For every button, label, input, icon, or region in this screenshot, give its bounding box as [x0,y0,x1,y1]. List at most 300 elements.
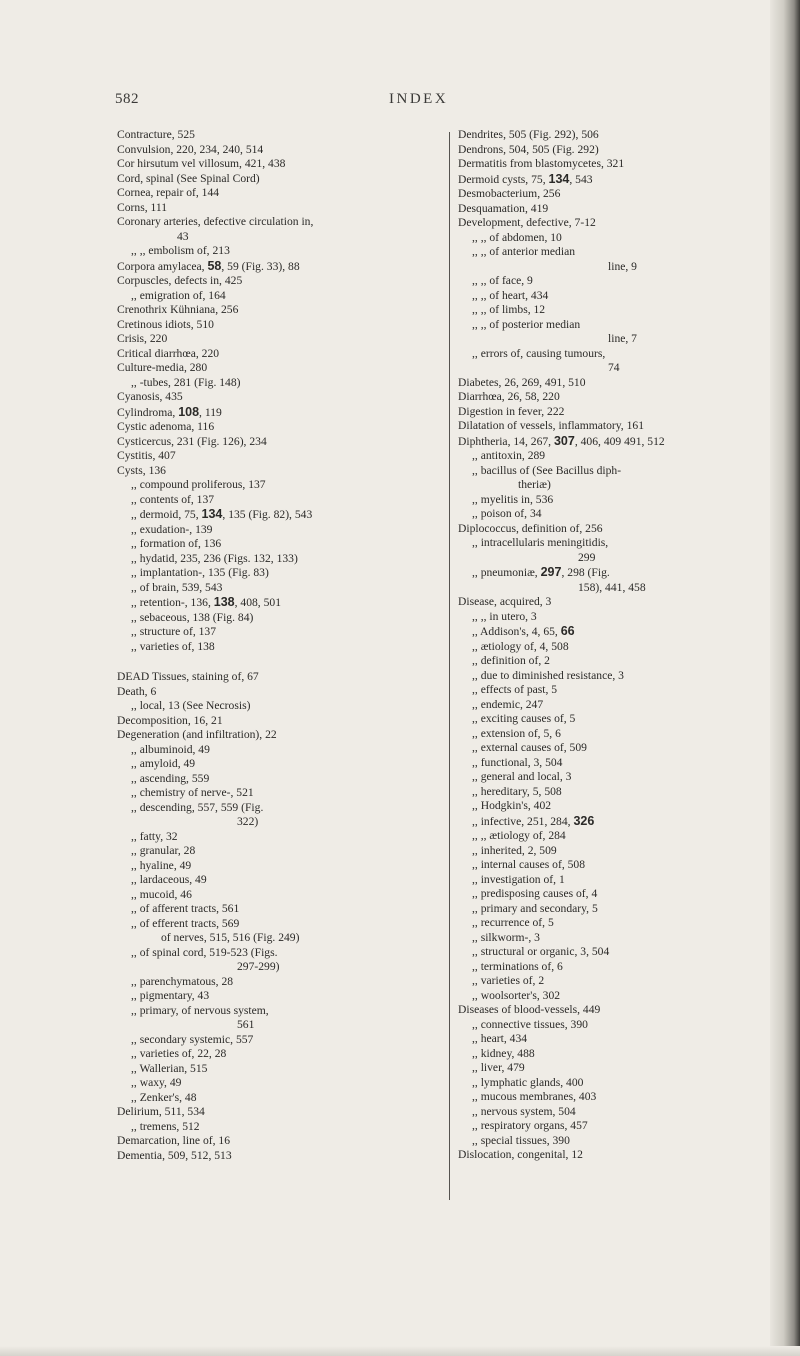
entry-text: Dementia, 509, 512, 513 [117,1148,232,1162]
entry-text: ,, parenchymatous, 28 [131,974,234,988]
index-entry [117,186,462,201]
entry-text: ,, extension of, 5, 6 [472,726,561,740]
entry-text: ,, heart, 434 [472,1032,528,1045]
index-entry [117,1018,462,1033]
index-entry [117,318,462,333]
entry-text: 561 [237,1018,255,1031]
index-entry [458,464,800,479]
entry-text: Demarcation, line of, 16 [117,1134,230,1147]
index-entry [458,595,800,610]
index-entry [458,1148,800,1163]
entry-text: Development, defective, 7-12 [458,216,596,229]
entry-text: 297-299) [237,960,280,973]
index-entry [117,143,462,158]
index-entry [117,420,462,435]
entry-text: ,, structure of, 137 [131,625,217,638]
running-head: INDEX [389,91,449,107]
entry-text: ,, tremens, 512 [131,1119,200,1133]
entry-text: , 408, 501 [234,596,281,609]
entry-text: ,, ,, of face, 9 [472,274,533,287]
index-entry [458,624,800,640]
entry-text: ,, hyaline, 49 [131,858,192,872]
index-entry [117,801,462,816]
entry-text: ,, contents of, 137 [131,492,215,506]
entry-text: ,, errors of, causing tumours, [472,346,606,360]
entry-text: of nerves, 515, 516 (Fig. 249) [161,931,300,944]
entry-text: ,, Wallerian, 515 [131,1061,208,1075]
entry-text: ,, bacillus of (See Bacillus diph- [472,463,622,477]
entry-text: DEAD Tissues, staining of, 67 [117,670,259,683]
index-entry [458,157,800,172]
entry-text: ,, Hodgkin's, 402 [472,799,552,812]
index-entry [458,361,800,376]
index-entry [117,873,462,888]
entry-text: Degeneration (and infiltration), 22 [117,728,277,741]
index-entry [117,537,462,552]
index-entry [117,332,462,347]
entry-text: Delirium, 511, 534 [117,1105,205,1118]
entry-text: ,, effects of past, 5 [472,683,558,696]
entry-text: ,, Zenker's, 48 [131,1090,197,1104]
entry-text: ,, pigmentary, 43 [131,989,210,1002]
index-entry [458,390,800,405]
index-entry [117,625,462,640]
entry-text: ,, ,, of abdomen, 10 [472,230,562,244]
entry-text: Culture-media, 280 [117,361,208,374]
entry-text: ,, antitoxin, 289 [472,449,546,462]
index-entry [117,1091,462,1106]
index-entry [458,187,800,202]
entry-text: ,, recurrence of, 5 [472,916,554,929]
entry-text: ,, intracellularis meningitidis, [472,536,609,549]
index-entry [458,260,800,275]
index-entry [458,1119,800,1134]
entry-text: , 406, 409 491, 512 [574,434,665,448]
index-entry [117,274,462,289]
entry-text: ,, exudation-, 139 [131,522,213,536]
index-column-right [458,128,800,1163]
index-entry [458,887,800,902]
entry-text: 322) [237,815,259,828]
index-entry [458,1032,800,1047]
entry-principal-page: 138 [213,595,235,609]
index-entry [117,815,462,830]
entry-principal-page: 297 [540,565,562,579]
page-bottom-edge [0,1346,800,1356]
index-entry [458,640,800,655]
index-entry [117,172,462,187]
entry-text: Decomposition, 16, 21 [117,713,223,727]
entry-principal-page: 326 [573,813,595,828]
entry-text: Death, 6 [117,684,157,698]
index-entry [117,449,462,464]
entry-text: ,, ,, of posterior median [472,317,581,331]
entry-text: , 119 [199,405,222,419]
index-entry [458,551,800,566]
entry-text: ,, external causes of, 509 [472,741,587,754]
entry-text: ,, due to diminished resistance, 3 [472,668,624,682]
index-entry [117,244,462,259]
page-number: 582 [115,91,139,107]
entry-text: ,, sebaceous, 138 (Fig. 84) [131,610,254,624]
entry-text: , 59 (Fig. 33), 88 [221,259,300,273]
entry-text: ,, fatty, 32 [131,829,178,843]
index-entry [117,405,462,421]
index-entry [117,1004,462,1019]
entry-text: ,, albuminoid, 49 [131,742,210,756]
index-entry [458,945,800,960]
entry-text: Contracture, 525 [117,128,195,141]
index-entry [458,216,800,231]
entry-text: ,, pneumoniæ, [472,566,541,579]
entry-text: ,, varieties of, 22, 28 [131,1047,227,1060]
entry-text: Diarrhœa, 26, 58, 220 [458,390,560,403]
entry-text: Cord, spinal (See Spinal Cord) [117,171,260,185]
entry-text: Cyanosis, 435 [117,390,183,403]
index-entry [117,685,462,700]
index-entry [458,581,800,596]
entry-text: ,, local, 13 (See Necrosis) [131,699,251,712]
index-entry [117,1105,462,1120]
index-entry [117,581,462,596]
entry-text: Convulsion, 220, 234, 240, 514 [117,142,264,156]
index-entry [117,757,462,772]
entry-principal-page: 307 [553,433,575,448]
entry-text: ,, lardaceous, 49 [131,873,207,886]
index-entry [458,143,800,158]
entry-text: Cornea, repair of, 144 [117,186,220,199]
index-entry [117,552,462,567]
index-entry [117,390,462,405]
entry-text: , 298 (Fig. [561,566,610,579]
index-entry [117,1149,462,1164]
entry-text: Diphtheria, 14, 267, [458,434,554,448]
entry-text: ,, secondary systemic, 557 [131,1032,254,1046]
entry-text: ,, mucoid, 46 [131,887,192,901]
index-entry [458,960,800,975]
entry-text: ,, of spinal cord, 519-523 (Figs. [131,945,278,959]
index-entry [458,274,800,289]
entry-text: Desquamation, 419 [458,201,549,215]
index-entry [458,770,800,785]
index-entry [458,654,800,669]
entry-text: Dendrites, 505 (Fig. 292), 506 [458,128,599,141]
entry-text: Diplococcus, definition of, 256 [458,521,603,535]
entry-text: Dilatation of vessels, inflammatory, 161 [458,419,644,432]
index-entry [117,435,462,450]
entry-text: Corpora amylacea, [117,259,208,273]
index-column-left [117,128,462,1163]
index-entry [458,289,800,304]
index-entry [117,844,462,859]
entry-text: ,, waxy, 49 [131,1076,182,1089]
index-entry [117,289,462,304]
index-entry [117,493,462,508]
page-header [0,91,800,113]
entry-text: ,, terminations of, 6 [472,959,563,973]
entry-text: ,, internal causes of, 508 [472,858,586,871]
entry-text: ,, ,, in utero, 3 [472,609,537,623]
entry-text: Cylindroma, [117,405,179,419]
entry-text: Corns, 111 [117,200,168,214]
entry-text: ,, ,, of anterior median [472,245,576,258]
index-entry [458,565,800,581]
entry-principal-page: 58 [207,258,222,273]
index-entry [458,799,800,814]
index-entry [458,712,800,727]
index-entry [117,1076,462,1091]
index-entry [458,785,800,800]
entry-text: ,, mucous membranes, 403 [472,1090,597,1103]
index-entry [458,683,800,698]
index-entry [458,1061,800,1076]
index-entry [458,610,800,625]
index-entry [458,419,800,434]
index-entry [117,523,462,538]
index-entry [117,230,462,245]
index-entry [117,478,462,493]
index-entry [117,507,462,523]
entry-text: ,, ,, of limbs, 12 [472,303,546,316]
index-entry [458,727,800,742]
index-entry [458,814,800,830]
entry-text: Crisis, 220 [117,332,168,345]
entry-text: , 135 (Fig. 82), 543 [222,508,313,521]
entry-text: ,, inherited, 2, 509 [472,843,557,857]
entry-text: Desmobacterium, 256 [458,187,561,200]
index-entry [458,405,800,420]
entry-text: ,, granular, 28 [131,844,196,857]
index-entry [117,975,462,990]
index-entry [117,215,462,230]
entry-text: ,, connective tissues, 390 [472,1017,588,1031]
index-entry [458,1047,800,1062]
entry-text: ,, exciting causes of, 5 [472,712,576,725]
entry-text: ,, emigration of, 164 [131,288,226,302]
index-entry [458,931,800,946]
index-entry [117,1033,462,1048]
entry-text: ,, infective, 251, 284, [472,814,574,828]
entry-text: ,, structural or organic, 3, 504 [472,945,610,958]
entry-text: ,, formation of, 136 [131,537,222,550]
index-entry [117,464,462,479]
entry-text: ,, retention-, 136, [131,596,214,609]
index-entry [458,202,800,217]
index-entry [458,522,800,537]
index-entry [458,536,800,551]
entry-text: Coronary arteries, defective circulation in, [117,215,314,228]
entry-text: Cor hirsutum vel villosum, 421, 438 [117,157,286,170]
index-entry [117,772,462,787]
index-entry [117,640,462,655]
index-entry [458,1134,800,1149]
index-entry [117,786,462,801]
entry-text: ,, primary, of nervous system, [131,1003,269,1017]
entry-text: ,, hydatid, 235, 236 (Figs. 132, 133) [131,551,298,565]
entry-text: ,, ,, embolism of, 213 [131,244,230,257]
entry-text: ,, descending, 557, 559 (Fig. [131,800,264,814]
entry-text: Disease, acquired, 3 [458,595,552,608]
entry-text: theriæ) [518,478,551,491]
entry-text: ,, of brain, 539, 543 [131,580,223,594]
index-entry [117,361,462,376]
index-entry [117,1047,462,1062]
index-entry [458,902,800,917]
entry-text: ,, varieties of, 2 [472,974,545,987]
index-entry [117,1062,462,1077]
entry-text: ,, varieties of, 138 [131,639,215,653]
entry-text: ,, functional, 3, 504 [472,755,563,769]
entry-text: Cysts, 136 [117,463,166,477]
index-entry [117,902,462,917]
entry-text: ,, chemistry of nerve-, 521 [131,786,254,799]
entry-text: ,, definition of, 2 [472,654,550,667]
index-entry [117,595,462,611]
index-entry [458,318,800,333]
index-entry [117,303,462,318]
entry-principal-page: 134 [201,507,223,521]
entry-text: ,, myelitis in, 536 [472,492,554,506]
index-entry [458,916,800,931]
index-entry [117,259,462,275]
index-entry [458,172,800,188]
entry-text: ,, special tissues, 390 [472,1133,570,1147]
index-entry [458,858,800,873]
entry-text: ,, lymphatic glands, 400 [472,1075,584,1089]
entry-text: ,, investigation of, 1 [472,872,565,886]
index-entry [117,376,462,391]
entry-text: ,, general and local, 3 [472,770,572,783]
index-entry [117,566,462,581]
index-entry [117,743,462,758]
index-entry [458,376,800,391]
column-divider [449,132,450,1200]
index-entry [458,347,800,362]
index-entry [458,1105,800,1120]
entry-text: Cysticercus, 231 (Fig. 126), 234 [117,434,267,448]
index-entry [458,669,800,684]
index-entry [458,245,800,260]
entry-text: Dermatitis from blastomycetes, 321 [458,157,625,170]
index-entry [458,128,800,143]
index-entry [117,157,462,172]
index-entry [117,1120,462,1135]
index-entry [117,728,462,743]
entry-principal-page: 134 [548,171,570,186]
entry-text: 43 [177,229,189,243]
entry-text: Diseases of blood-vessels, 449 [458,1003,601,1016]
entry-text: ,, woolsorter's, 302 [472,988,561,1002]
index-entry [117,714,462,729]
index-entry [458,698,800,713]
entry-text: 299 [578,550,596,564]
index-entry [458,303,800,318]
entry-text: ,, implantation-, 135 (Fig. 83) [131,566,269,579]
entry-text: Digestion in fever, 222 [458,404,565,418]
entry-text: Dendrons, 504, 505 (Fig. 292) [458,142,599,156]
index-entry [458,1090,800,1105]
entry-text: ,, ,, ætiology of, 284 [472,829,566,842]
entry-text: Cystitis, 407 [117,449,176,462]
entry-text: 74 [608,361,620,374]
entry-text: ,, respiratory organs, 457 [472,1119,588,1132]
index-entry [458,478,800,493]
index-entry [117,611,462,626]
index-entry [458,1003,800,1018]
index-entry [458,989,800,1004]
index-entry [458,507,800,522]
index-entry [458,844,800,859]
entry-text: ,, of afferent tracts, 561 [131,902,240,915]
index-entry [117,888,462,903]
entry-text: ,, poison of, 34 [472,507,542,520]
entry-text: ,, amyloid, 49 [131,757,196,770]
entry-text: Dislocation, congenital, 12 [458,1148,583,1161]
entry-text: ,, dermoid, 75, [131,508,202,521]
index-entry [458,493,800,508]
entry-text: Cystic adenoma, 116 [117,420,215,433]
index-entry [458,1076,800,1091]
index-entry [117,917,462,932]
entry-text: line, 7 [608,332,637,345]
entry-text: ,, ætiology of, 4, 508 [472,639,569,653]
index-entry [117,670,462,685]
entry-text: Diabetes, 26, 269, 491, 510 [458,375,586,389]
index-entry [117,859,462,874]
index-entry [458,434,800,450]
index-entry [458,974,800,989]
entry-text: Crenothrix Kühniana, 256 [117,303,239,316]
index-entry [117,1134,462,1149]
index-entry [117,931,462,946]
entry-text: ,, nervous system, 504 [472,1104,576,1118]
index-entry [117,989,462,1004]
index-entry [458,756,800,771]
entry-text: Critical diarrhœa, 220 [117,346,220,360]
entry-text: ,, kidney, 488 [472,1046,535,1060]
index-entry [117,347,462,362]
index-entry [458,873,800,888]
entry-text: ,, endemic, 247 [472,697,544,711]
entry-text: ,, predisposing causes of, 4 [472,887,598,900]
entry-text: 158), 441, 458 [578,580,646,594]
index-entry [458,449,800,464]
entry-text: ,, liver, 479 [472,1061,525,1074]
entry-text: line, 9 [608,259,637,273]
entry-text: ,, -tubes, 281 (Fig. 148) [131,375,241,389]
entry-text: ,, ascending, 559 [131,771,210,785]
index-entry [458,332,800,347]
index-entry [117,946,462,961]
entry-principal-page: 108 [178,404,200,419]
entry-text: ,, hereditary, 5, 508 [472,784,562,798]
entry-text: ,, ,, of heart, 434 [472,288,549,302]
index-entry [117,699,462,714]
index-entry [458,231,800,246]
entry-text: Corpuscles, defects in, 425 [117,274,243,287]
entry-text: ,, primary and secondary, 5 [472,901,598,915]
entry-text: Dermoid cysts, 75, [458,172,549,186]
entry-text: Cretinous idiots, 510 [117,317,214,331]
entry-text: , 543 [569,172,593,186]
index-entry [458,741,800,756]
entry-principal-page: 66 [560,624,575,638]
entry-text: ,, of efferent tracts, 569 [131,916,240,930]
index-entry [117,830,462,845]
index-entry [458,829,800,844]
entry-text: ,, Addison's, 4, 65, [472,625,561,638]
index-entry [117,128,462,143]
